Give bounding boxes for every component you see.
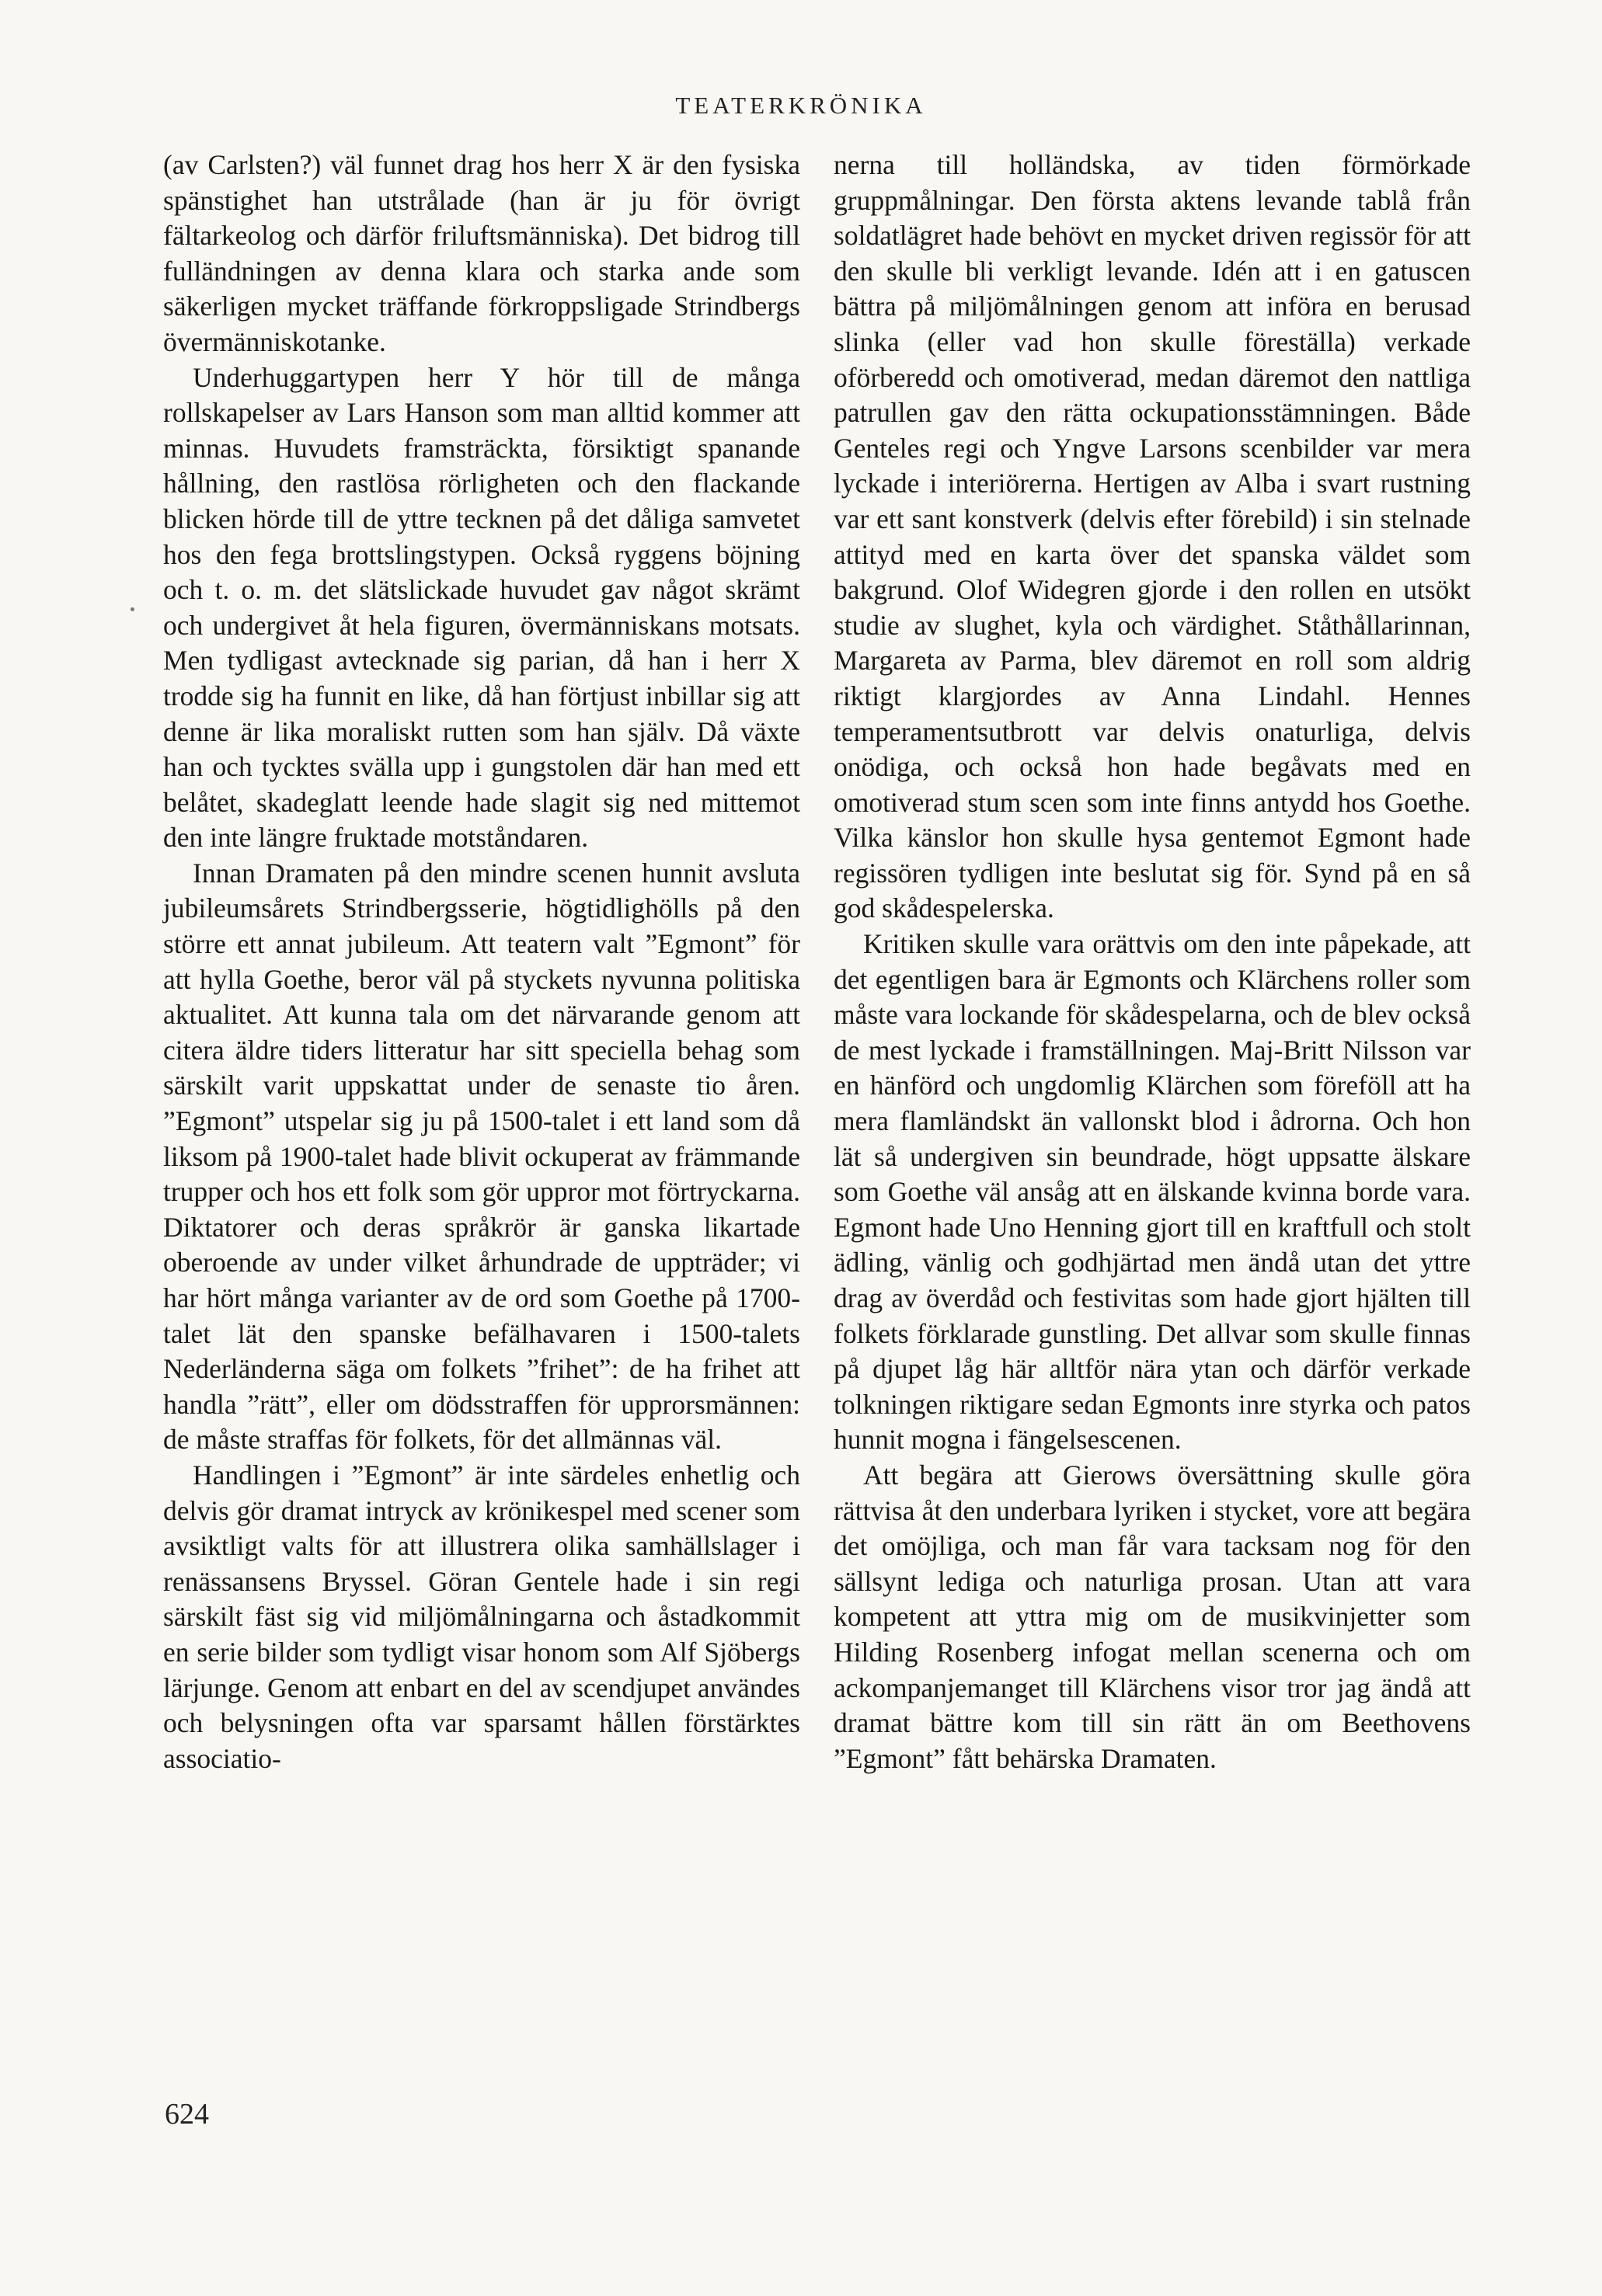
paragraph: Innan Dramaten på den mindre scenen hunnit avsluta jubileumsårets Strindbergsserie, högtidlighölls på den större ett annat jubileum. Att teatern valt ”Egmont” för att hylla Goethe, beror väl på styckets nyvunna politiska aktualitet. Att kunna tala om det närvarande genom att citera äldre tiders litteratur har sitt speciella behag som särskilt varit uppskattat under de senaste tio åren. ”Egmont” utspelar sig ju på 1500-talet i ett land som då liksom på 1900-talet hade blivit ockuperat av främmande trupper och hos ett folk som gör uppror mot förtryckarna. Diktatorer och deras språkrör är ganska likartade oberoende av under vilket århundrade de uppträder; vi har hört många varianter av de ord som Goethe på 1700-talet lät den spanske befälhavaren i 1500-talets Nederländerna säga om folkets ”frihet”: de ha frihet att handla ”rätt”, eller om dödsstraffen för upprorsmännen: de måste straffas för folkets, för det allmännas väl. [163, 857, 800, 1456]
paragraph: Att begära att Gierows översättning skulle göra rättvisa åt den underbara lyriken i stycket, vore att begära det omöjliga, och man får vara tacksam nog för den sällsynt lediga och naturliga prosan. Utan att vara kompetent att yttra mig om de musikvinjetter som Hilding Rosenberg infogat mellan scenerna och om ackompanjemanget till Klärchens visor tror jag ändå att dramat bättre kom till sin rätt än om Beethovens ”Egmont” fått behärska Dramaten. [834, 1459, 1471, 1774]
paragraph: Kritiken skulle vara orättvis om den inte påpekade, att det egentligen bara är Egmonts och Klärchens roller som måste vara lockande för skådespelarna, och de blev också de mest lyckade i framställningen. Maj-Britt Nilsson var en hänförd och ungdomlig Klärchen som föreföll att ha mera flamländskt än vallonskt blod i ådrorna. Och hon lät så undergiven sin beundrade, högt uppsatte älskare som Goethe väl ansåg att en älskande kvinna borde vara. Egmont hade Uno Henning gjort till en kraftfull och stolt ädling, vänlig och godhjärtad men ändå utan det yttre drag av överdåd och festivitas som hade gjort hjälten till folkets förklarade gunstling. Det allvar som skulle finnas på djupet låg här alltför nära ytan och därför verkade tolkningen riktigare sedan Egmonts inre styrka och patos hunnit mogna i fängelsescenen. [834, 928, 1471, 1456]
paragraph: nerna till holländska, av tiden förmörkade gruppmålningar. Den första aktens levande tablå från soldatlägret hade behövt en mycket driven regissör för att den skulle bli verkligt levande. Idén att i en gatuscen bättra på miljömålningen genom att införa en berusad slinka (eller vad hon skulle föreställa) verkade oförberedd och omotiverad, medan däremot den nattliga patrullen gav den rätta ockupationsstämningen. Både Genteles regi och Yngve Larsons scenbilder var mera lyckade i interiörerna. Hertigen av Alba i svart rustning var ett sant konstverk (delvis efter förebild) i sin stelnade attityd med en karta över det spanska väldet som bakgrund. Olof Widegren gjorde i den rollen en utsökt studie av slughet, kyla och värdighet. Ståthållarinnan, Margareta av Parma, blev däremot en roll som aldrig riktigt klargjordes av Anna Lindahl. Hennes temperamentsutbrott var delvis onaturliga, delvis onödiga, och också hon hade begåvats med en omotiverad stum scen som inte finns antydd hos Goethe. Vilka känslor hon skulle hysa gentemot Egmont hade regissören tydligen inte beslutat sig för. Synd på en så god skådespelerska. [834, 149, 1471, 924]
text-column-right [834, 148, 1471, 1776]
paragraph: (av Carlsten?) väl funnet drag hos herr X är den fysiska spänstighet han utstrålade (han är ju för övrigt fältarkeolog och därför friluftsmänniska). Det bidrog till fulländningen av denna klara och starka ande som säkerligen mycket träffande förkroppsligade Strindbergs övermänniskotanke. [163, 149, 800, 357]
paragraph: Underhuggartypen herr Y hör till de många rollskapelser av Lars Hanson som man alltid kommer att minnas. Huvudets framsträckta, försiktigt spanande hållning, den rastlösa rörligheten och den flackande blicken hörde till de yttre tecknen på det dåliga samvetet hos den fega brottslingstypen. Också ryggens böjning och t. o. m. det slätslickade huvudet gav något skrämt och undergivet åt hela figuren, övermänniskans motsats. Men tydligast avtecknade sig parian, då han i herr X trodde sig ha funnit en like, då han förtjust inbillar sig att denne är lika moraliskt rutten som han själv. Då växte han och tycktes svälla upp i gungstolen där han med ett belåtet, skadeglatt leende hade slagit sig ned mittemot den inte längre fruktade motståndaren. [163, 361, 800, 854]
paper-speck [131, 607, 134, 611]
text-column-left [163, 148, 800, 1776]
page-number: 624 [165, 2098, 209, 2131]
running-head: TEATERKRÖNIKA [675, 92, 927, 119]
paragraph: Handlingen i ”Egmont” är inte särdeles enhetlig och delvis gör dramat intryck av krönikespel med scener som avsiktligt valts för att illustrera olika samhällslager i renässansens Bryssel. Göran Gentele hade i sin regi särskilt fäst sig vid miljömålningarna och åstadkommit en serie bilder som tydligt visar honom som Alf Sjöbergs lärjunge. Genom att enbart en del av scendjupet användes och belysningen ofta var sparsamt hållen förstärktes associatio- [163, 1459, 800, 1774]
